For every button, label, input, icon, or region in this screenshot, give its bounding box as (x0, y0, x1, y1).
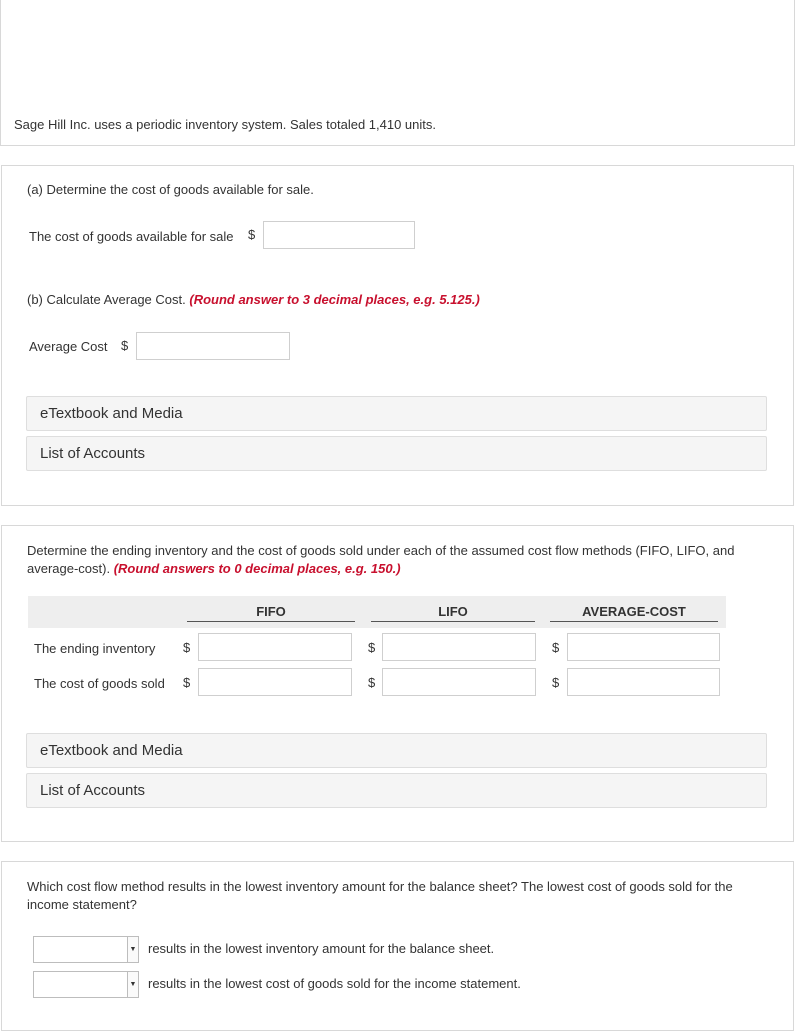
chevron-down-icon[interactable]: ▼ (127, 972, 138, 997)
part-b-instruction: (Round answer to 3 decimal places, e.g. 5.125.) (189, 292, 480, 307)
average-cost-label: Average Cost (29, 339, 108, 354)
part-b-question (27, 292, 480, 307)
cogs-available-input[interactable] (263, 221, 415, 249)
part-c-question-text: Determine the ending inventory and the cost of goods sold under each of the assumed cost flow methods (FIFO, LIFO, and average-cost). (27, 543, 735, 576)
lifo-cogs-input[interactable] (382, 668, 536, 696)
lowest-cogs-select[interactable] (33, 971, 139, 998)
dollar-sign: $ (121, 338, 129, 353)
etextbook-media-link-1[interactable]: eTextbook and Media (26, 396, 767, 431)
list-of-accounts-link-2[interactable]: List of Accounts (26, 773, 767, 808)
lowest-cogs-text: results in the lowest cost of goods sold for the income statement. (148, 976, 521, 991)
column-header-fifo: FIFO (187, 604, 355, 622)
etextbook-media-link-2[interactable]: eTextbook and Media (26, 733, 767, 768)
part-d-question: Which cost flow method results in the lowest inventory amount for the balance sheet? The lowest cost of goods sold for the income statement? (27, 879, 733, 912)
chevron-down-icon[interactable]: ▼ (127, 937, 138, 962)
fifo-cogs-input[interactable] (198, 668, 352, 696)
dollar-sign: $ (183, 675, 191, 690)
average-cogs-input[interactable] (567, 668, 720, 696)
lifo-ending-inventory-input[interactable] (382, 633, 536, 661)
lowest-inventory-select[interactable] (33, 936, 139, 963)
cogs-available-label: The cost of goods available for sale (29, 229, 234, 244)
dollar-sign: $ (248, 227, 256, 242)
column-header-lifo: LIFO (371, 604, 535, 622)
dollar-sign: $ (368, 675, 376, 690)
part-a-question: (a) Determine the cost of goods available for sale. (27, 182, 314, 197)
part-c-instruction: (Round answers to 0 decimal places, e.g. 150.) (113, 561, 401, 576)
column-header-average-cost: AVERAGE-COST (550, 604, 718, 622)
dollar-sign: $ (552, 675, 560, 690)
dollar-sign: $ (183, 640, 191, 655)
dollar-sign: $ (552, 640, 560, 655)
intro-text: Sage Hill Inc. uses a periodic inventory system. Sales totaled 1,410 units. (14, 117, 436, 132)
part-c-question (27, 542, 767, 578)
fifo-ending-inventory-input[interactable] (198, 633, 352, 661)
cogs-label: The cost of goods sold (34, 676, 165, 691)
lowest-inventory-text: results in the lowest inventory amount for the balance sheet. (148, 941, 495, 956)
dollar-sign: $ (368, 640, 376, 655)
part-b-question-text: (b) Calculate Average Cost. (27, 292, 186, 307)
average-ending-inventory-input[interactable] (567, 633, 720, 661)
methods-table-header (28, 596, 726, 628)
average-cost-input[interactable] (136, 332, 290, 360)
ending-inventory-label: The ending inventory (34, 641, 156, 656)
list-of-accounts-link-1[interactable]: List of Accounts (26, 436, 767, 471)
